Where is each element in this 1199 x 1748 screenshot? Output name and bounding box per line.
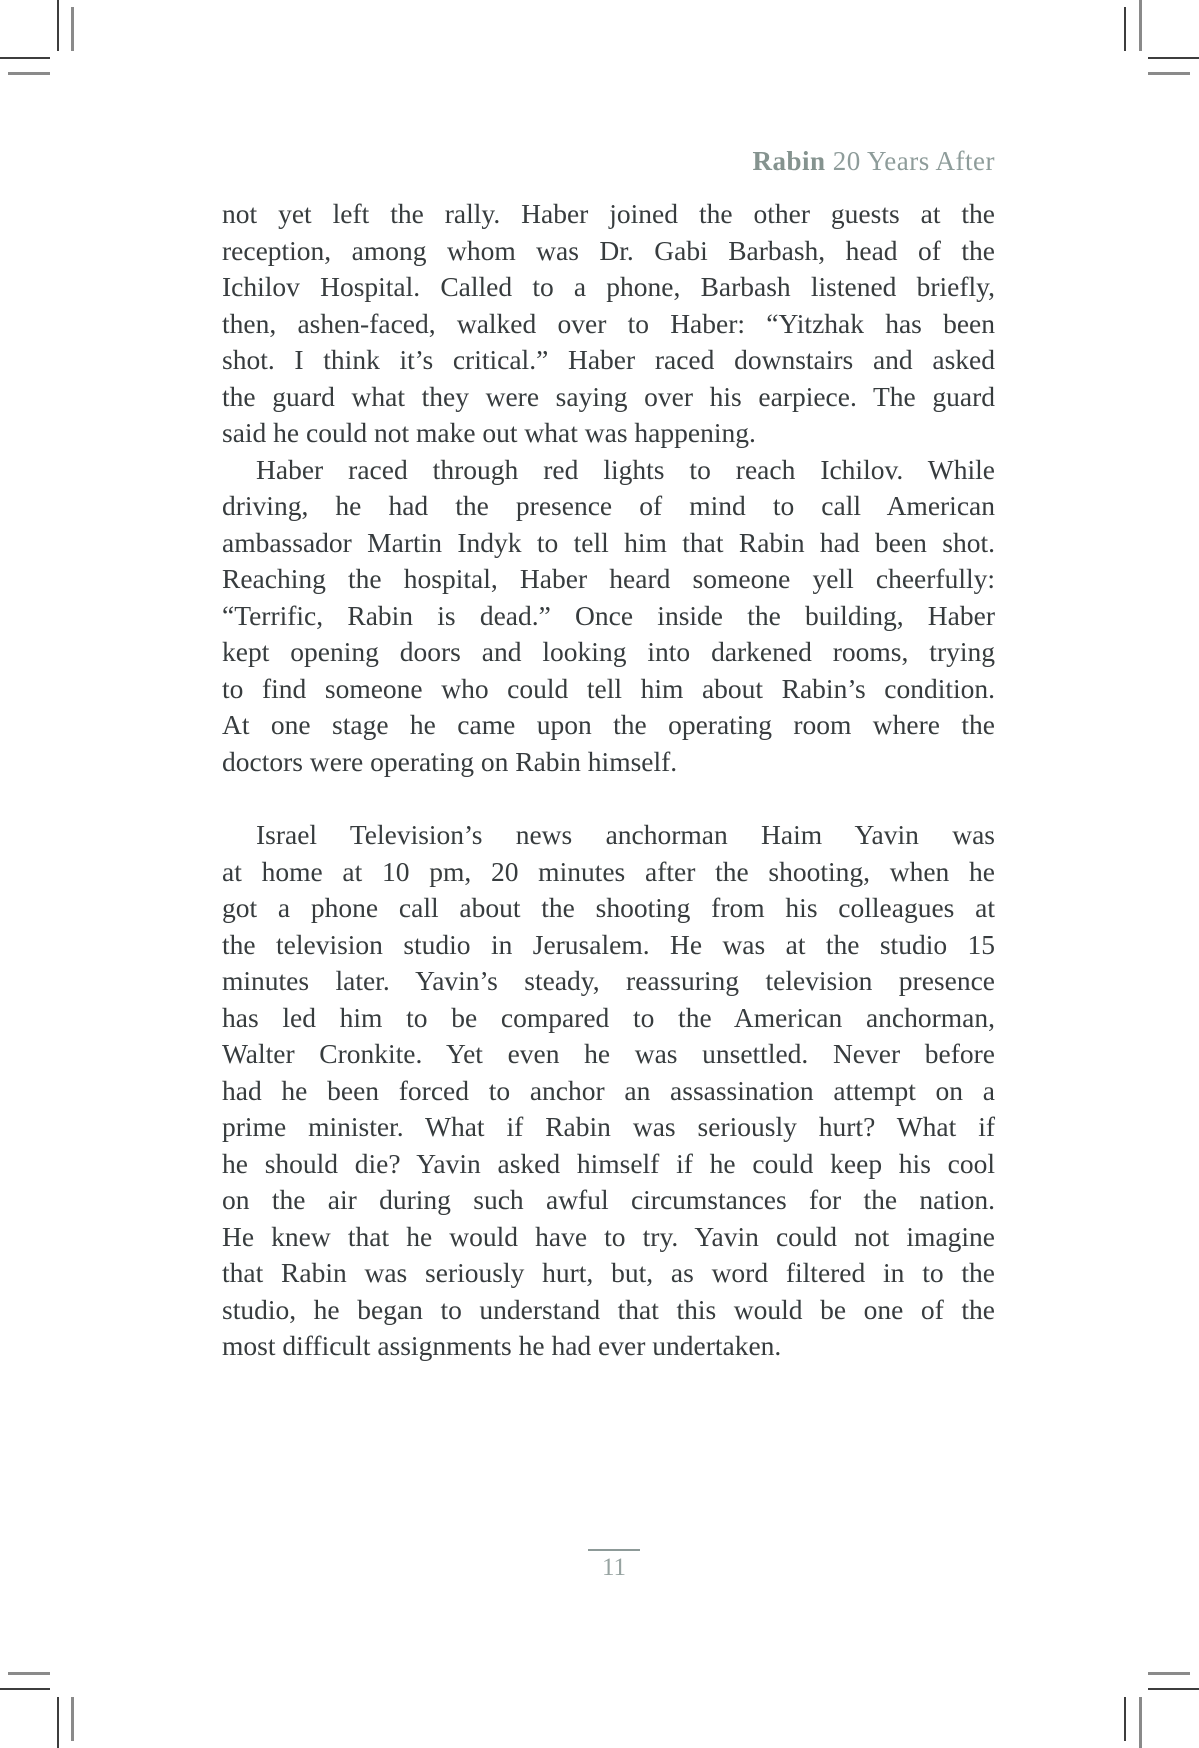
crop-mark	[57, 1697, 59, 1748]
crop-mark	[1148, 1688, 1199, 1690]
crop-mark	[1148, 72, 1190, 75]
text-line: Walter Cronkite. Yet even he was unsettled. Never before	[222, 1038, 995, 1069]
text-line: has led him to be compared to the American anchorman,	[222, 1001, 995, 1033]
crop-mark	[71, 1697, 74, 1741]
text-line: kept opening doors and looking into darkened rooms, trying	[222, 636, 995, 667]
running-head	[222, 146, 995, 177]
text-line: the television studio in Jerusalem. He was at the studio 15	[222, 928, 995, 960]
running-head-book-title: Rabin	[752, 146, 826, 176]
crop-mark	[1124, 1697, 1126, 1741]
text-line: then, ashen-faced, walked over to Haber: “Yitzhak has been	[222, 307, 995, 339]
text-line: driving, he had the presence of mind to call American	[222, 490, 995, 521]
text-line: that Rabin was seriously hurt, but, as word filtered in to the	[222, 1257, 995, 1288]
crop-mark	[1139, 1697, 1142, 1748]
crop-mark	[1148, 1672, 1190, 1675]
text-line: minutes later. Yavin’s steady, reassuring television presence	[222, 965, 995, 996]
text-line: the guard what they were saying over his earpiece. The guard	[222, 380, 995, 412]
text-line: shot. I think it’s critical.” Haber raced downstairs and asked	[222, 344, 995, 375]
running-head-subtitle: 20 Years After	[825, 146, 995, 176]
crop-mark	[71, 7, 74, 51]
crop-mark	[8, 72, 50, 75]
folio	[586, 1549, 642, 1582]
text-line: studio, he began to understand that this would be one of the	[222, 1293, 995, 1325]
text-line: Israel Television’s news anchorman Haim Yavin was	[256, 819, 995, 850]
crop-mark	[1139, 0, 1142, 51]
crop-mark	[0, 1688, 50, 1690]
text-line: not yet left the rally. Haber joined the other guests at the	[222, 198, 995, 229]
text-line: Reaching the hospital, Haber heard someone yell cheerfully:	[222, 563, 995, 594]
paragraph	[222, 196, 995, 452]
crop-mark	[0, 57, 50, 59]
text-line: At one stage he came upon the operating room where the	[222, 709, 995, 740]
text-line: had he been forced to anchor an assassination attempt on a	[222, 1074, 995, 1106]
text-line: most difficult assignments he had ever undertaken.	[222, 1330, 782, 1361]
paragraph	[222, 817, 995, 1365]
text-line: he should die? Yavin asked himself if he could keep his cool	[222, 1147, 995, 1179]
paragraph	[222, 452, 995, 781]
text-line: prime minister. What if Rabin was seriously hurt? What if	[222, 1111, 995, 1142]
crop-mark	[57, 0, 59, 51]
folio-rule	[588, 1549, 640, 1551]
text-line: reception, among whom was Dr. Gabi Barbash, head of the	[222, 234, 995, 266]
text-line: got a phone call about the shooting from his colleagues at	[222, 892, 995, 923]
text-line: “Terrific, Rabin is dead.” Once inside the building, Haber	[222, 599, 995, 631]
text-line: He knew that he would have to try. Yavin could not imagine	[222, 1220, 995, 1252]
page-number: 11	[601, 1554, 627, 1581]
crop-mark	[1124, 7, 1126, 51]
text-line: on the air during such awful circumstances for the nation.	[222, 1184, 995, 1215]
text-line: to find someone who could tell him about Rabin’s condition.	[222, 672, 995, 704]
text-line: doctors were operating on Rabin himself.	[222, 745, 678, 777]
text-line: ambassador Martin Indyk to tell him that Rabin had been shot.	[222, 526, 995, 558]
text-line: at home at 10 pm, 20 minutes after the shooting, when he	[222, 855, 995, 887]
body-text	[222, 196, 995, 1365]
text-line: said he could not make out what was happening.	[222, 417, 756, 448]
text-line: Haber raced through red lights to reach Ichilov. While	[256, 453, 995, 485]
crop-mark	[1148, 57, 1199, 59]
crop-mark	[8, 1672, 50, 1675]
text-line: Ichilov Hospital. Called to a phone, Barbash listened briefly,	[222, 271, 995, 302]
